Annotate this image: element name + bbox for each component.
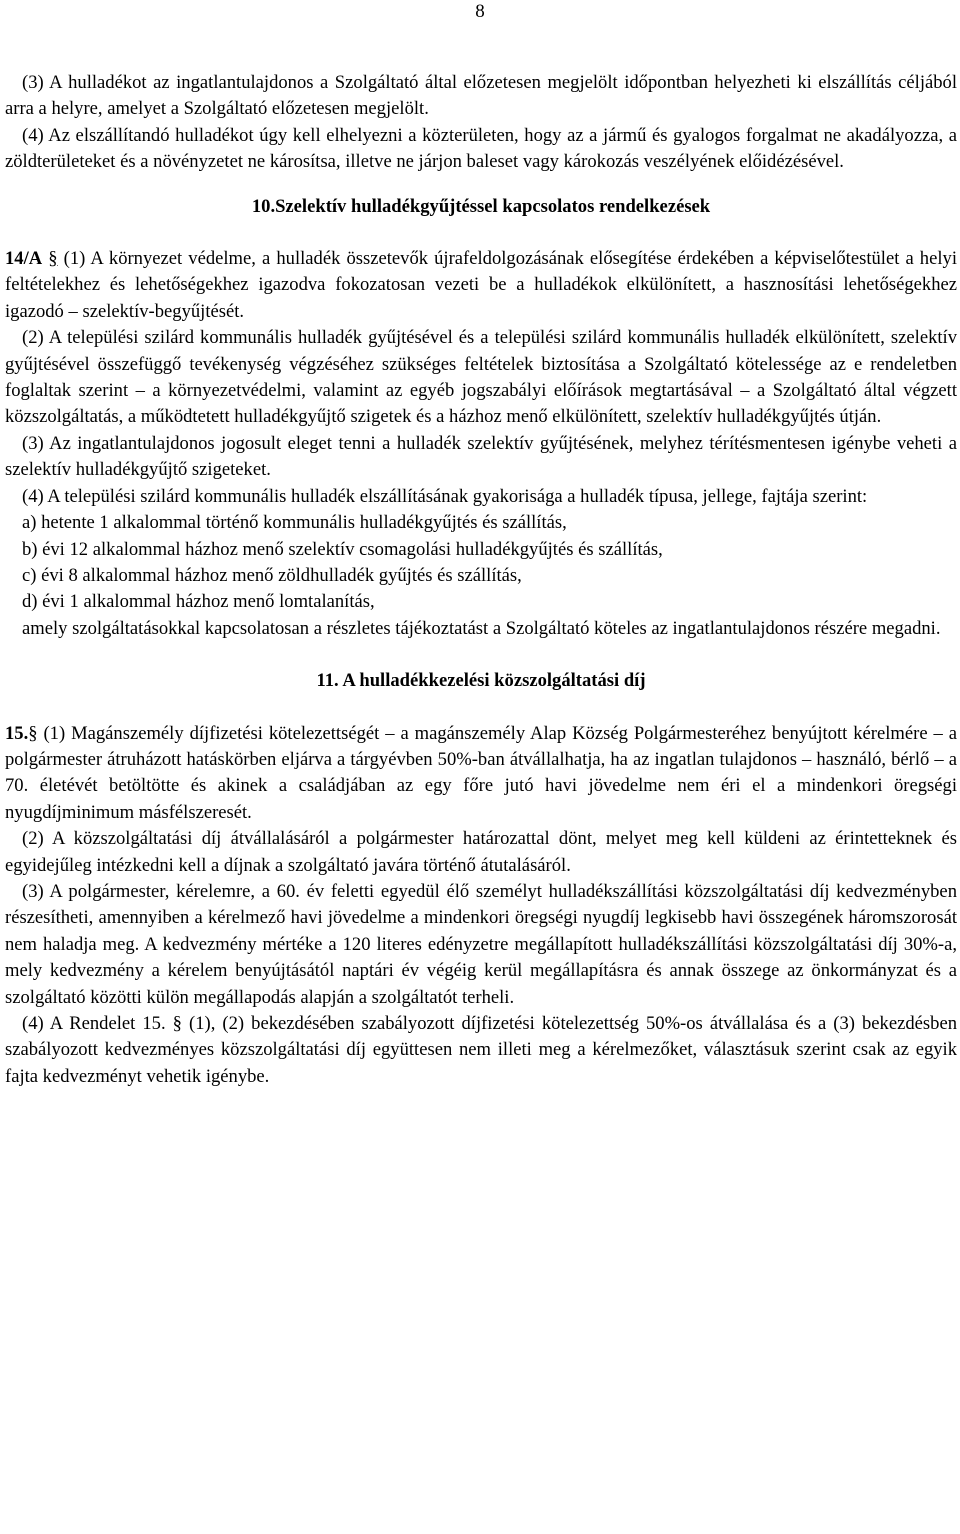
paragraph-14a-4: (4) A települési szilárd kommunális hulladék elszállításának gyakorisága a hulladék típusa, jellege, fajtája szerint: bbox=[22, 485, 868, 507]
list-item-d: d) évi 1 alkalommal házhoz menő lomtalanítás, bbox=[22, 591, 375, 613]
paragraph-15-2: (2) A közszolgáltatási díj átvállalásáról a polgármester határozattal dönt, melyet meg kell küldeni az érintetteknek és egyidejűleg intézkedni kell a díjnak a szolgáltató javára történő átutalásáról. bbox=[5, 828, 957, 876]
paragraph-15-4: (4) A Rendelet 15. § (1), (2) bekezdésében szabályozott díjfizetési kötelezettség 50%-os átvállalása és a (3) bekezdésben szabályozott kedvezményes közszolgáltatási díj együttesen nem illeti meg a kérelmezőket, választásuk szerint csak az egyik fajta kedvezményt vehetik igénybe. bbox=[5, 1013, 957, 1087]
paragraph-14a-1 bbox=[5, 246, 957, 325]
paragraph-15-3: (3) A polgármester, kérelemre, a 60. év feletti egyedül élő személyt hulladékszállítási közszolgáltatási díj kedvezményben részesítheti, amennyiben a kérelmező havi jövedelme a mindenkori öregségi nyugdíj legkisebb havi összegének háromszorosát nem haladja meg. A kedvezmény mértéke a 120 literes edényzetre megállapított hulladékszállítási közszolgáltatási díj 30%-a, mely kedvezmény a kérelem benyújtásától naptári év végéig kerül megállapításra és annak összege az önkormányzat és a szolgáltató közötti külön megállapodás alapján a szolgáltatót terheli. bbox=[5, 880, 957, 1008]
section-sign: § bbox=[28, 722, 38, 744]
section-heading-10: 10.Szelektív hulladékgyűjtéssel kapcsolatos rendelkezések bbox=[251, 195, 711, 217]
paragraph-14a-3: (3) Az ingatlantulajdonos jogosult eleget tenni a hulladék szelektív gyűjtésének, melyhez térítésmentesen igénybe veheti a szelektív hulladékgyűjtő szigeteket. bbox=[5, 432, 957, 481]
paragraph-3-4-4: (4) Az elszállítandó hulladékot úgy kell elhelyezni a közterületen, hogy az a jármű és gyalogos forgalmat ne akadályozza, a zöldterületeket és a növényzetet ne károsítsa, illetve ne járjon baleset vagy károkozás veszélyének előidézésével. bbox=[5, 124, 957, 173]
list-item-a: a) hetente 1 alkalommal történő kommunális hulladékgyűjtés és szállítás, bbox=[22, 512, 567, 534]
paragraph-14a-1-text: (1) A környezet védelme, a hulladék összetevők újrafeldolgozásának elősegítése érdekében a képviselőtestület a helyi feltételekhez és lehetőségekhez igazodva fokozatosan vezeti be a hulladékok elkülönített, a hasznosítási lehetőségekhez igazodó – szelektív-begyűjtését. bbox=[5, 248, 957, 322]
paragraph-14a-4-tail: amely szolgáltatásokkal kapcsolatosan a részletes tájékoztatást a Szolgáltató köteles az ingatlantulajdonos részére megadni. bbox=[22, 617, 941, 639]
paragraph-15-1 bbox=[5, 721, 957, 827]
paragraph-15-1-text: (1) Magánszemély díjfizetési kötelezettségét – a magánszemély Alap Község Polgármesteréhez benyújtott kérelmére – a polgármester átruházott hatáskörben eljárva a tárgyévben 50%-ban átvállalhatja, ha az ingatlan tulajdonos – használó, bérlő – a 70. életévét betöltötte és akinek a családjában az egy főre jutó havi jövedelme nem éri el a mindenkori öregségi nyugdíjminimum másfélszeresét. bbox=[5, 722, 957, 823]
section-sign: § bbox=[48, 248, 58, 270]
section-number-15: 15. bbox=[5, 722, 29, 744]
paragraph-3-4-3: (3) A hulladékot az ingatlantulajdonos a Szolgáltató által előzetesen megjelölt időpontban helyezheti ki elszállítás céljából arra a helyre, amelyet a Szolgáltató előzetesen megjelölt. bbox=[5, 72, 957, 120]
list-item-c: c) évi 8 alkalommal házhoz menő zöldhulladék gyűjtés és szállítás, bbox=[22, 564, 522, 586]
section-number-14a: 14/A bbox=[5, 248, 43, 270]
section-heading-11: 11. A hulladékkezelési közszolgáltatási díj bbox=[316, 670, 646, 692]
paragraph-14a-2: (2) A települési szilárd kommunális hulladék gyűjtésével és a települési szilárd kommunális hulladék elkülönített, szelektív gyűjtésével összefüggő tevékenység végzéséhez szükséges feltételek biztosítása a Szolgáltató kötelessége az e rendeletben foglaltak szerint – a környezetvédelmi, valamint az egyéb jogszabályi előírások megtartásával – a Szolgáltató által végzett közszolgáltatás, a működtetett hulladékgyűjtő szigetek és a házhoz menő elkülönített, szelektív hulladékgyűjtés útján. bbox=[5, 327, 957, 428]
document-body bbox=[5, 70, 957, 1090]
list-item-b: b) évi 12 alkalommal házhoz menő szelektív csomagolási hulladékgyűjtés és szállítás, bbox=[22, 538, 663, 560]
page-number: 8 bbox=[475, 1, 485, 22]
